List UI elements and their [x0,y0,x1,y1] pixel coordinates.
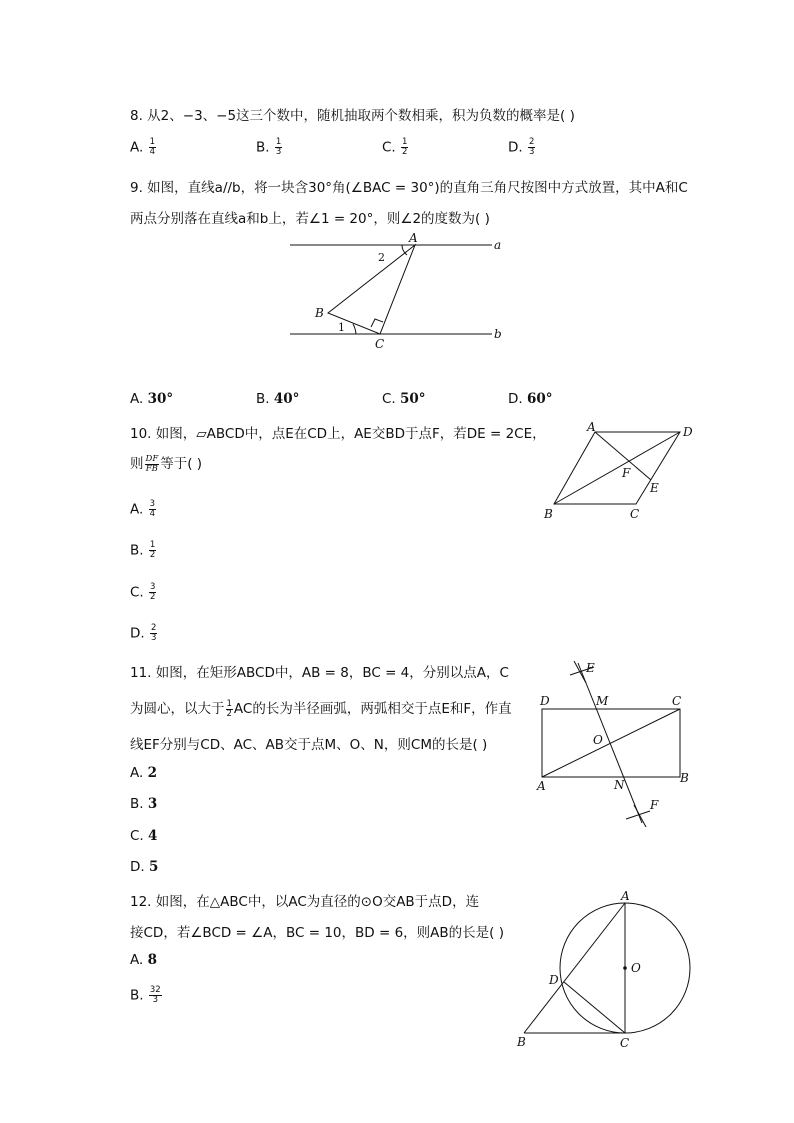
label-A: A [409,231,418,245]
frac-num: 1 [149,540,156,550]
diagonal-ac [542,709,680,777]
label-M: M [596,694,609,708]
q9-option-b [256,391,299,407]
text: 则 [130,456,144,472]
segment-ab [524,903,625,1033]
frac-den: FB [145,463,158,474]
q8-option-c [382,138,409,157]
center-dot [623,966,627,970]
label-D: D [683,425,693,439]
label-E: E [586,661,595,675]
label-A: A [587,420,596,434]
angle-1-arc [353,324,356,334]
q10-figure [540,418,710,528]
q11-figure [530,655,700,830]
option-label: A. [130,391,144,407]
fraction [149,986,162,1005]
option-value: 60° [526,391,553,407]
label-angle2: 2 [378,251,385,264]
q9-option-c [382,391,426,407]
label-N: N [614,778,625,792]
q8-option-b [256,138,283,157]
q11-option-c [130,828,157,844]
frac-den: 4 [149,147,156,157]
frac-num: 1 [149,137,156,147]
fraction [149,583,156,602]
option-value: 40° [273,391,300,407]
label-O: O [631,961,641,975]
frac-den: 4 [149,509,156,519]
frac-num: 3 [149,499,156,509]
option-label: A. [130,139,144,156]
frac-den: 3 [528,147,535,157]
q9-line2: 两点分别落在直线a和b上，若∠1 = 20°，则∠2的度数为( ) [130,211,490,227]
q12-line1: 12. 如图，在△ABC中，以AC为直径的⊙O交AB于点D，连 [130,894,480,910]
fraction [149,541,156,560]
option-value: 5 [148,859,159,875]
label-A: A [537,779,546,793]
option-value: 8 [147,952,157,968]
q11-line2 [130,697,512,719]
label-B: B [544,507,553,521]
q11-option-b [130,796,157,812]
fraction [275,138,282,157]
frac-den: 3 [275,147,282,157]
label-C: C [620,1036,630,1050]
option-label: D. [130,859,145,875]
q10-option-d [130,624,158,643]
line-ef [578,663,642,823]
q10-option-c [130,583,157,602]
right-angle-mark [371,319,383,327]
option-value: 3 [147,796,158,812]
option-value: 2 [147,765,157,781]
option-label: C. [130,828,144,844]
fraction [149,500,156,519]
frac-den: 2 [149,550,156,560]
frac-den: 3 [152,995,158,1005]
option-label: B. [256,391,270,407]
text: 为圆心，以大于 [130,701,225,717]
option-value: 30° [147,391,174,407]
frac-num: 3 [150,582,156,592]
label-E: E [650,481,659,495]
q11-line3: 线EF分别与CD、AC、AB交于点M、O、N，则CM的长是( ) [130,737,488,753]
fraction [401,138,408,157]
option-label: B. [130,542,144,559]
frac-num: 1 [275,137,282,147]
q11-line1: 11. 如图，在矩形ABCD中，AB = 8，BC = 4，分别以点A，C [130,665,509,681]
fraction [528,138,535,157]
q9-option-a [130,391,173,407]
label-O: O [593,733,603,747]
q10-line2 [130,452,202,474]
arc-mark-e2 [574,661,586,683]
fraction [149,138,156,157]
frac-num: 1 [402,137,408,147]
label-F: F [650,798,659,812]
q10-line1: 10. 如图，▱ABCD中，点E在CD上，AE交BD于点F，若DE = 2CE， [130,426,546,442]
fraction [150,624,157,643]
q10-option-a [130,500,157,519]
frac-den: 2 [402,147,408,157]
option-label: D. [130,625,145,642]
label-C: C [630,507,640,521]
frac-den: 3 [150,633,157,643]
q12-figure [510,888,700,1050]
label-B: B [315,306,324,320]
option-label: B. [256,139,270,156]
q8-option-d [508,138,536,157]
label-F: F [622,466,631,480]
option-label: A. [130,765,144,781]
q9-option-d [508,391,553,407]
label-C: C [672,694,682,708]
label-b: b [494,327,502,341]
label-angle1: 1 [338,321,345,334]
option-label: D. [508,139,523,156]
option-label: B. [130,796,144,812]
frac-den: 2 [226,708,232,719]
frac-num: DF [145,453,159,464]
frac-num: 32 [149,985,161,995]
q10-option-b [130,541,157,560]
option-label: C. [382,139,396,156]
q8-stem: 8. 从2、−3、−5这三个数中，随机抽取两个数相乘，积为负数的概率是( ) [130,108,575,124]
label-a: a [494,238,502,252]
label-D: D [549,973,559,987]
text: AC的长为半径画弧，两弧相交于点E和F，作直 [233,701,512,717]
option-label: A. [130,501,144,518]
diagonal-bd [554,432,680,504]
label-B: B [517,1035,526,1049]
frac-num: 2 [528,137,535,147]
q12-option-b [130,986,163,1005]
option-label: A. [130,952,144,968]
label-A: A [621,889,630,903]
label-D: D [540,694,550,708]
ratio-fraction [145,455,160,474]
q8-option-a [130,138,157,157]
q9-figure [280,228,510,353]
option-label: C. [130,584,144,601]
label-B: B [680,771,689,785]
q12-line2: 接CD，若∠BCD = ∠A，BC = 10，BD = 6，则AB的长是( ) [130,925,504,941]
q12-option-a [130,952,157,968]
q11-option-a [130,765,157,781]
option-value: 50° [400,391,426,407]
q9-line1: 9. 如图，直线a//b，将一块含30°角(∠BAC = 30°)的直角三角尺按图中方式放置，其中A和C [130,180,688,196]
frac-den: 2 [150,592,156,602]
option-value: 4 [148,828,158,844]
label-C: C [375,337,385,351]
text: 等于( ) [160,456,203,472]
half-fraction [226,700,233,719]
option-label: C. [382,391,396,407]
q11-option-d [130,859,158,875]
frac-num: 1 [226,698,232,709]
option-label: B. [130,987,144,1004]
frac-num: 2 [150,623,157,633]
option-label: D. [508,391,523,407]
